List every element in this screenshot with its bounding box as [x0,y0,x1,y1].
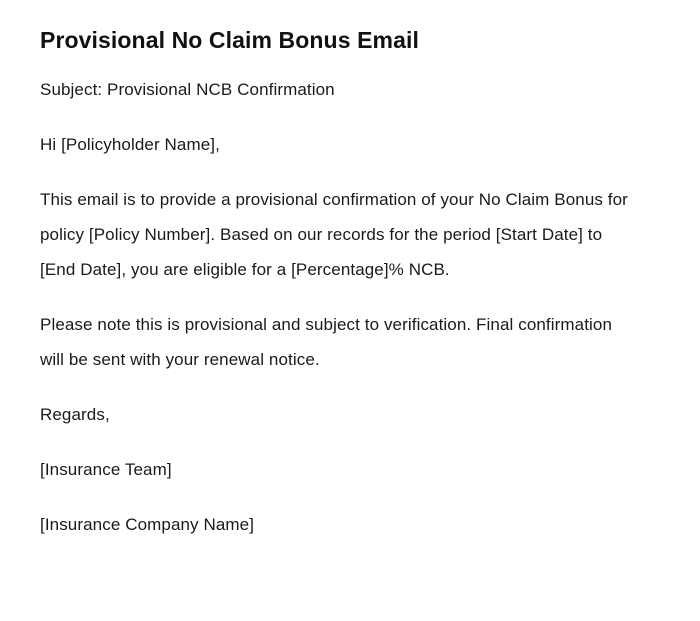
email-subject-line: Subject: Provisional NCB Confirmation [40,80,335,99]
email-body-paragraph-1: This email is to provide a provisional confirmation of your No Claim Bonus for policy [Policy Number]. Based on our records for the period [Start Date] to [End Date], you are eligible for a [Percentage]% NCB. [40,190,628,279]
signature-team-line: [Insurance Team] [40,460,172,479]
page-title: Provisional No Claim Bonus Email [40,27,419,53]
email-greeting: Hi [Policyholder Name], [40,135,220,154]
email-body-paragraph-2: Please note this is provisional and subject to verification. Final confirmation will be sent with your renewal notice. [40,315,613,369]
signature-company-line: [Insurance Company Name] [40,515,255,534]
email-signoff: Regards, [40,405,110,424]
